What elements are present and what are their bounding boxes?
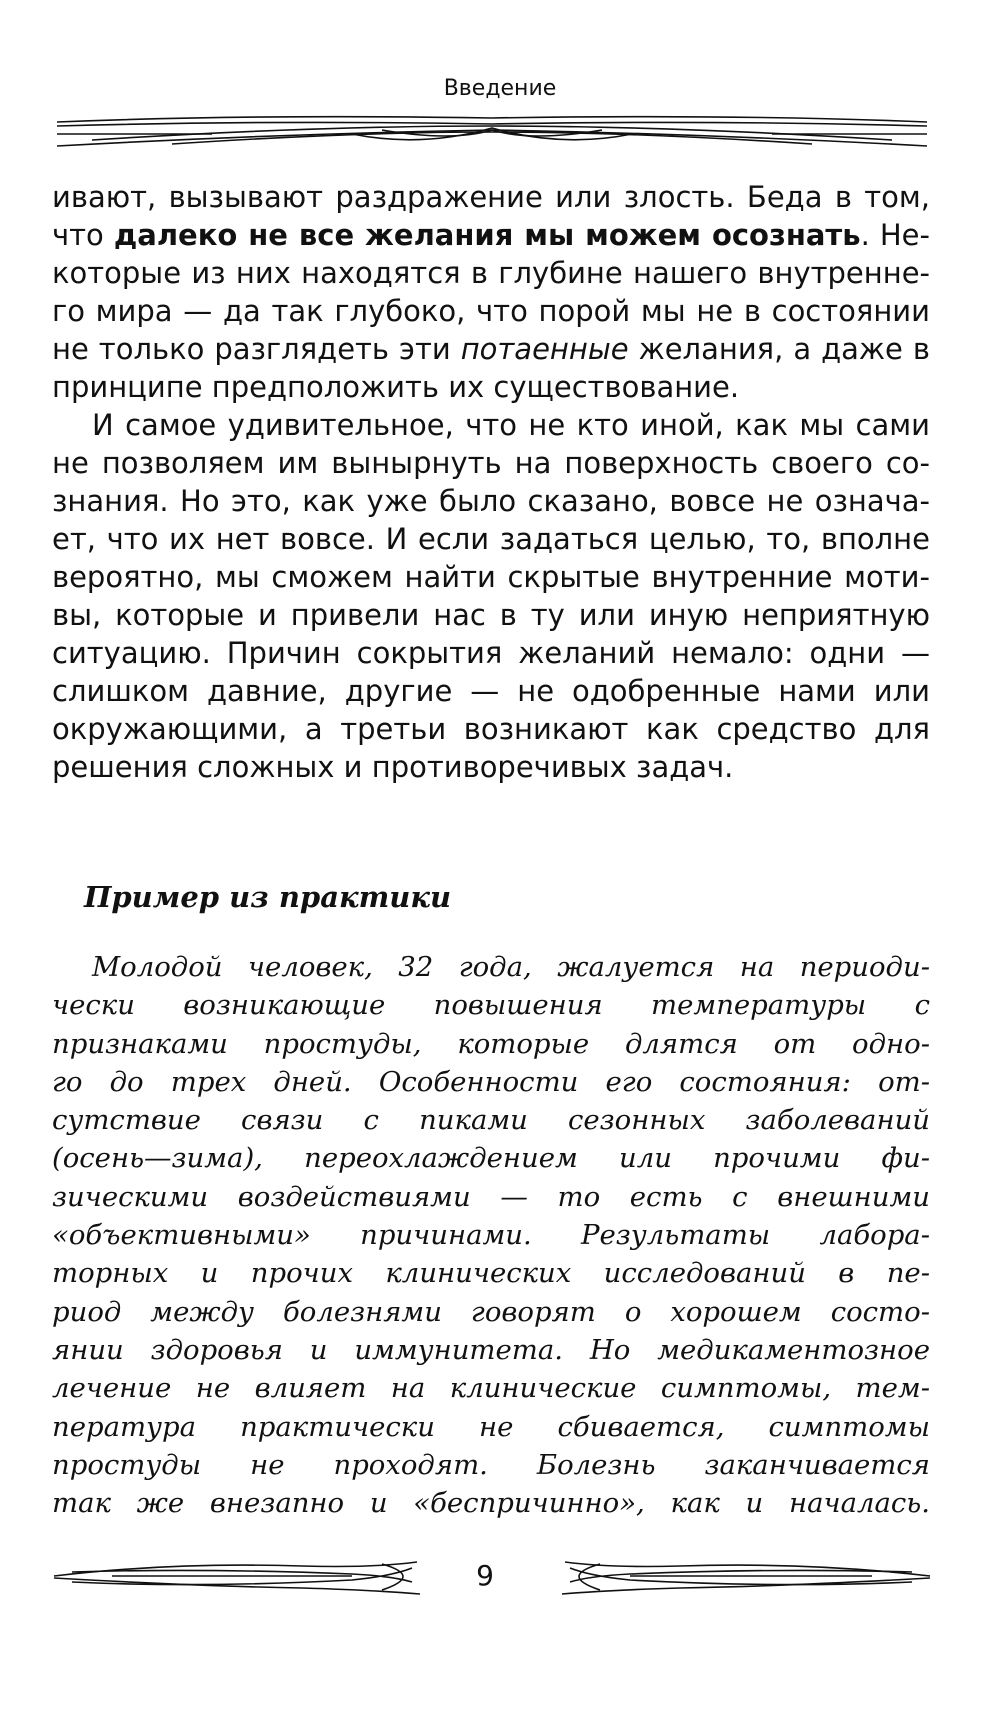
text-line: го до трех дней. Особенности его состояния: от- [52,1065,930,1098]
text-line: не только разглядеть эти потаенные желания, а даже в [52,332,930,366]
section-title: Пример из практики [84,880,452,914]
text-line: зическими воздействиями — то есть с внешними [52,1180,930,1213]
flourish-right-icon [520,1556,932,1598]
running-head: Введение [443,76,557,101]
text-line: И самое удивительное, что не кто иной, как мы сами [92,408,930,442]
text-line: знания. Но это, как уже было сказано, вовсе не означа- [52,484,930,518]
body-text [52,178,930,786]
flourish-left-icon [52,1556,432,1598]
text-line: чески возникающие повышения температуры с [52,989,930,1022]
text-line: не позволяем им вынырнуть на поверхность своего со- [52,446,930,480]
text-line: лечение не влияет на клинические симптомы, тем- [52,1372,930,1405]
text-line: которые из них находятся в глубине нашего внутренне- [52,256,930,290]
text-line: принципе предположить их существование. [52,370,740,404]
text-line: слишком давние, другие — не одобренные нами или [52,674,930,708]
page-number: 9 [476,1559,494,1592]
text-line: окружающими, а третьи возникают как средство для [52,712,930,746]
text-line: что далеко не все желания мы можем осознать. Не- [52,218,930,252]
flourish-divider-icon [52,112,932,154]
case-example-text [52,948,930,1522]
emphasis-italic: потаенные [460,332,629,366]
text-line: торных и прочих клинических исследований в пе- [52,1257,930,1290]
text-line: ивают, вызывают раздражение или злость. Беда в том, [52,180,930,214]
text-line: вы, которые и привели нас в ту или иную неприятную [52,598,930,632]
text-line: простуды не проходят. Болезнь заканчивается [52,1448,930,1481]
emphasis-bold: далеко не все желания мы можем осознать [113,218,861,252]
text-line: (осень—зима), переохлаждением или прочими фи- [52,1142,930,1175]
text-line: решения сложных и противоречивых задач. [52,750,734,784]
text-line: вероятно, мы сможем найти скрытые внутренние моти- [52,560,930,594]
text-line: риод между болезнями говорят о хорошем состо- [52,1295,930,1328]
text-line: сутствие связи с пиками сезонных заболеваний [52,1104,930,1137]
text-line: признаками простуды, которые длятся от одно- [52,1027,930,1060]
text-line: так же внезапно и «беспричинно», как и началась. [52,1487,930,1520]
text-line: янии здоровья и иммунитета. Но медикаментозное [52,1333,930,1366]
text-line: ситуацию. Причин сокрытия желаний немало: одни — [52,636,930,670]
text-line: Молодой человек, 32 года, жалуется на периоди- [92,951,930,983]
text-line: «объективными» причинами. Результаты лабора- [52,1219,930,1252]
text-line: го мира — да так глубоко, что порой мы не в состоянии [52,294,930,328]
text-line: пература практически не сбивается, симптомы [52,1410,930,1443]
text-line: ет, что их нет вовсе. И если задаться целью, то, вполне [52,522,930,556]
